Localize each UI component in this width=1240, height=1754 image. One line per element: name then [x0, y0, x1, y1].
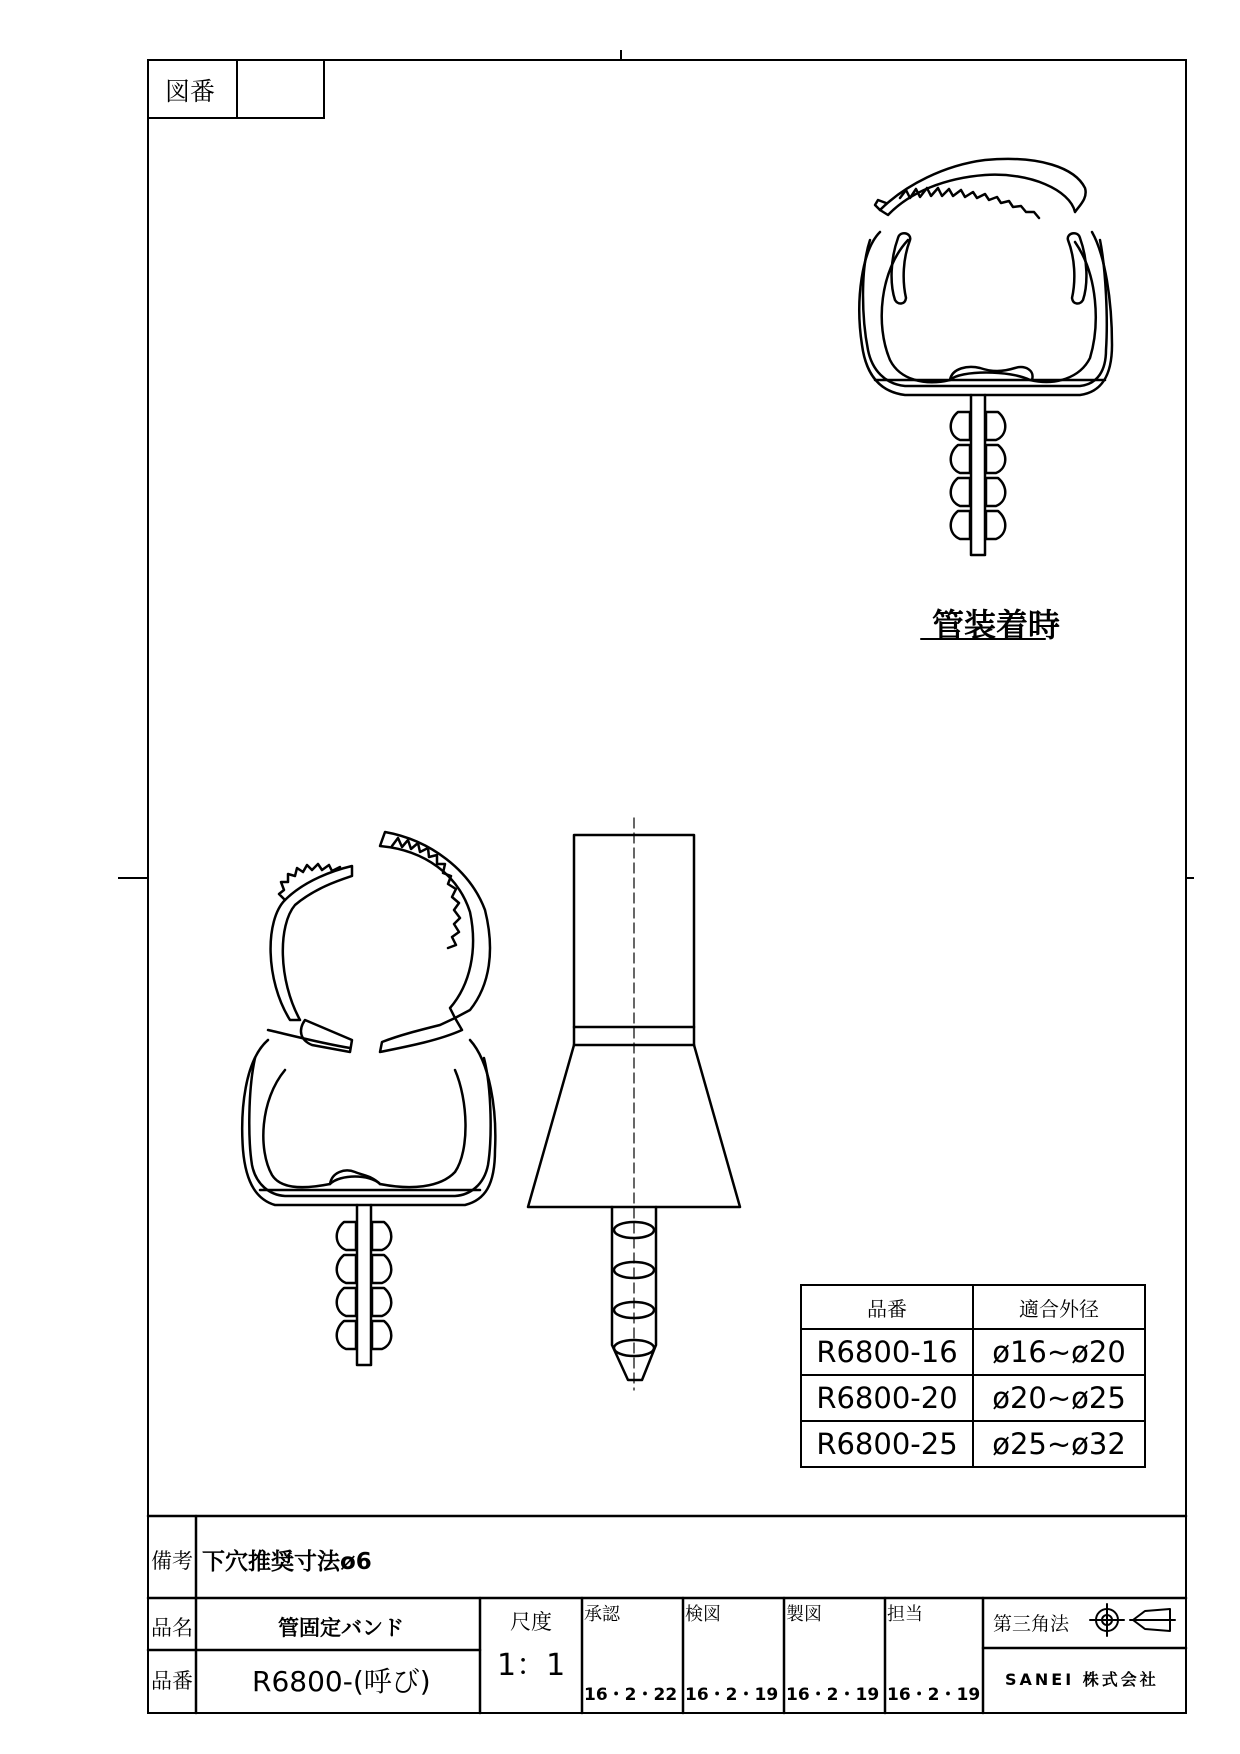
spec-part-cell: R6800-20 [801, 1375, 973, 1421]
product-name-label: 品名 [151, 1616, 193, 1640]
spec-table [800, 1284, 1146, 1468]
charge-label: 担当 [887, 1604, 923, 1625]
scale-value: 1：1 [497, 1648, 566, 1683]
part-number-value: R6800-(呼び) [252, 1665, 431, 1698]
spec-diameter-cell: ø25~ø32 [973, 1421, 1145, 1467]
product-name-value: 管固定バンド [278, 1616, 404, 1640]
table-row [801, 1329, 1145, 1375]
installed-view [859, 159, 1112, 555]
spec-header-part: 品番 [801, 1285, 973, 1329]
company-name: SANEI 株式会社 [1005, 1670, 1159, 1689]
scale-label: 尺度 [510, 1610, 552, 1634]
check-date: 16・2・19 [685, 1685, 779, 1705]
approval-label: 承認 [584, 1604, 620, 1625]
remarks-label: 備考 [151, 1549, 193, 1573]
table-row [801, 1421, 1145, 1467]
spec-diameter-cell: ø16~ø20 [973, 1329, 1145, 1375]
table-row [801, 1375, 1145, 1421]
projection-symbol [1090, 1604, 1175, 1636]
drawing-number-label: 図番 [165, 77, 216, 106]
installed-view-caption: 管装着時 [932, 606, 1061, 644]
approval-date: 16・2・22 [584, 1685, 678, 1705]
check-label: 検図 [685, 1604, 721, 1625]
spec-header-diameter: 適合外径 [973, 1285, 1145, 1329]
spec-diameter-cell: ø20~ø25 [973, 1375, 1145, 1421]
spec-part-cell: R6800-25 [801, 1421, 973, 1467]
drawn-label: 製図 [786, 1604, 822, 1625]
open-view [242, 832, 495, 1365]
spec-part-cell: R6800-16 [801, 1329, 973, 1375]
remarks-text: 下穴推奨寸法ø6 [202, 1549, 372, 1575]
projection-label: 第三角法 [993, 1613, 1070, 1635]
drawn-date: 16・2・19 [786, 1685, 880, 1705]
charge-date: 16・2・19 [887, 1685, 981, 1705]
part-number-label: 品番 [151, 1669, 193, 1693]
side-view [528, 818, 740, 1390]
